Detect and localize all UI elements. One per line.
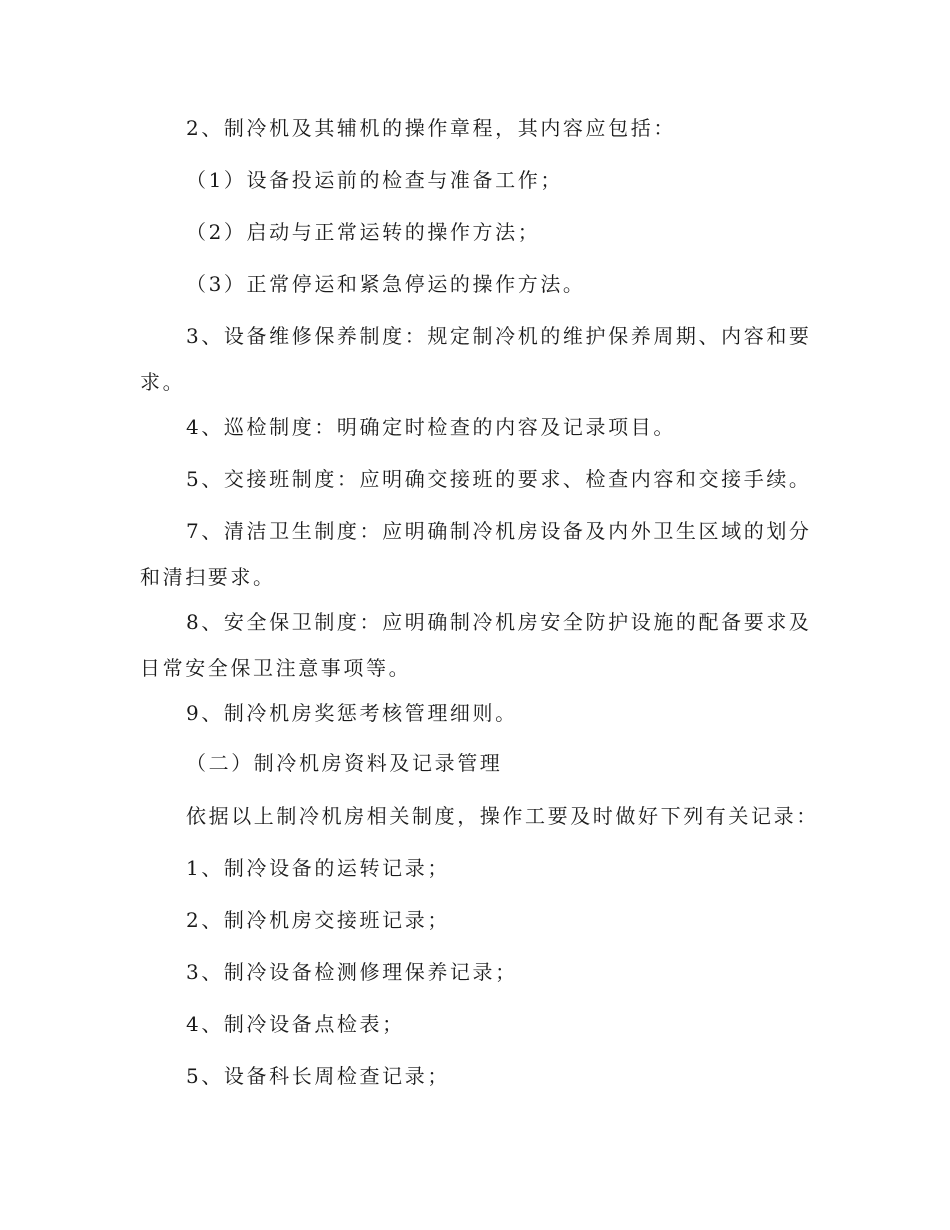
section-heading-records-management: （二）制冷机房资料及记录管理 xyxy=(186,751,503,775)
paragraph-records-intro: 依据以上制冷机房相关制度，操作工要及时做好下列有关记录： xyxy=(186,804,819,828)
paragraph-inspection-system: 4、巡检制度：明确定时检查的内容及记录项目。 xyxy=(186,415,676,439)
list-item-handover-record: 2、制冷机房交接班记录； xyxy=(186,908,450,932)
list-item-stop-operation: （3）正常停运和紧急停运的操作方法。 xyxy=(186,272,586,296)
paragraph-reward-penalty-rules: 9、制冷机房奖惩考核管理细则。 xyxy=(186,701,518,725)
list-item-start-operation: （2）启动与正常运转的操作方法； xyxy=(186,220,541,244)
paragraph-cleaning-system: 7、清洁卫生制度：应明确制冷机房设备及内外卫生区域的划分和清扫要求。 xyxy=(140,519,812,589)
list-item-operation-record: 1、制冷设备的运转记录； xyxy=(186,856,450,880)
paragraph-maintenance-system: 3、设备维修保养制度：规定制冷机的维护保养周期、内容和要求。 xyxy=(140,324,812,394)
paragraph-shift-handover-system: 5、交接班制度：应明确交接班的要求、检查内容和交接手续。 xyxy=(186,467,812,491)
list-item-pre-start-check: （1）设备投运前的检查与准备工作； xyxy=(186,168,563,192)
list-item-checklist: 4、制冷设备点检表； xyxy=(186,1012,405,1036)
list-item-weekly-inspection: 5、设备科长周检查记录； xyxy=(186,1064,450,1088)
list-item-maintenance-record: 3、制冷设备检测修理保养记录； xyxy=(186,960,518,984)
paragraph-operation-rules: 2、制冷机及其辅机的操作章程，其内容应包括： xyxy=(186,116,676,140)
paragraph-security-system: 8、安全保卫制度：应明确制冷机房安全防护设施的配备要求及日常安全保卫注意事项等。 xyxy=(140,610,812,680)
